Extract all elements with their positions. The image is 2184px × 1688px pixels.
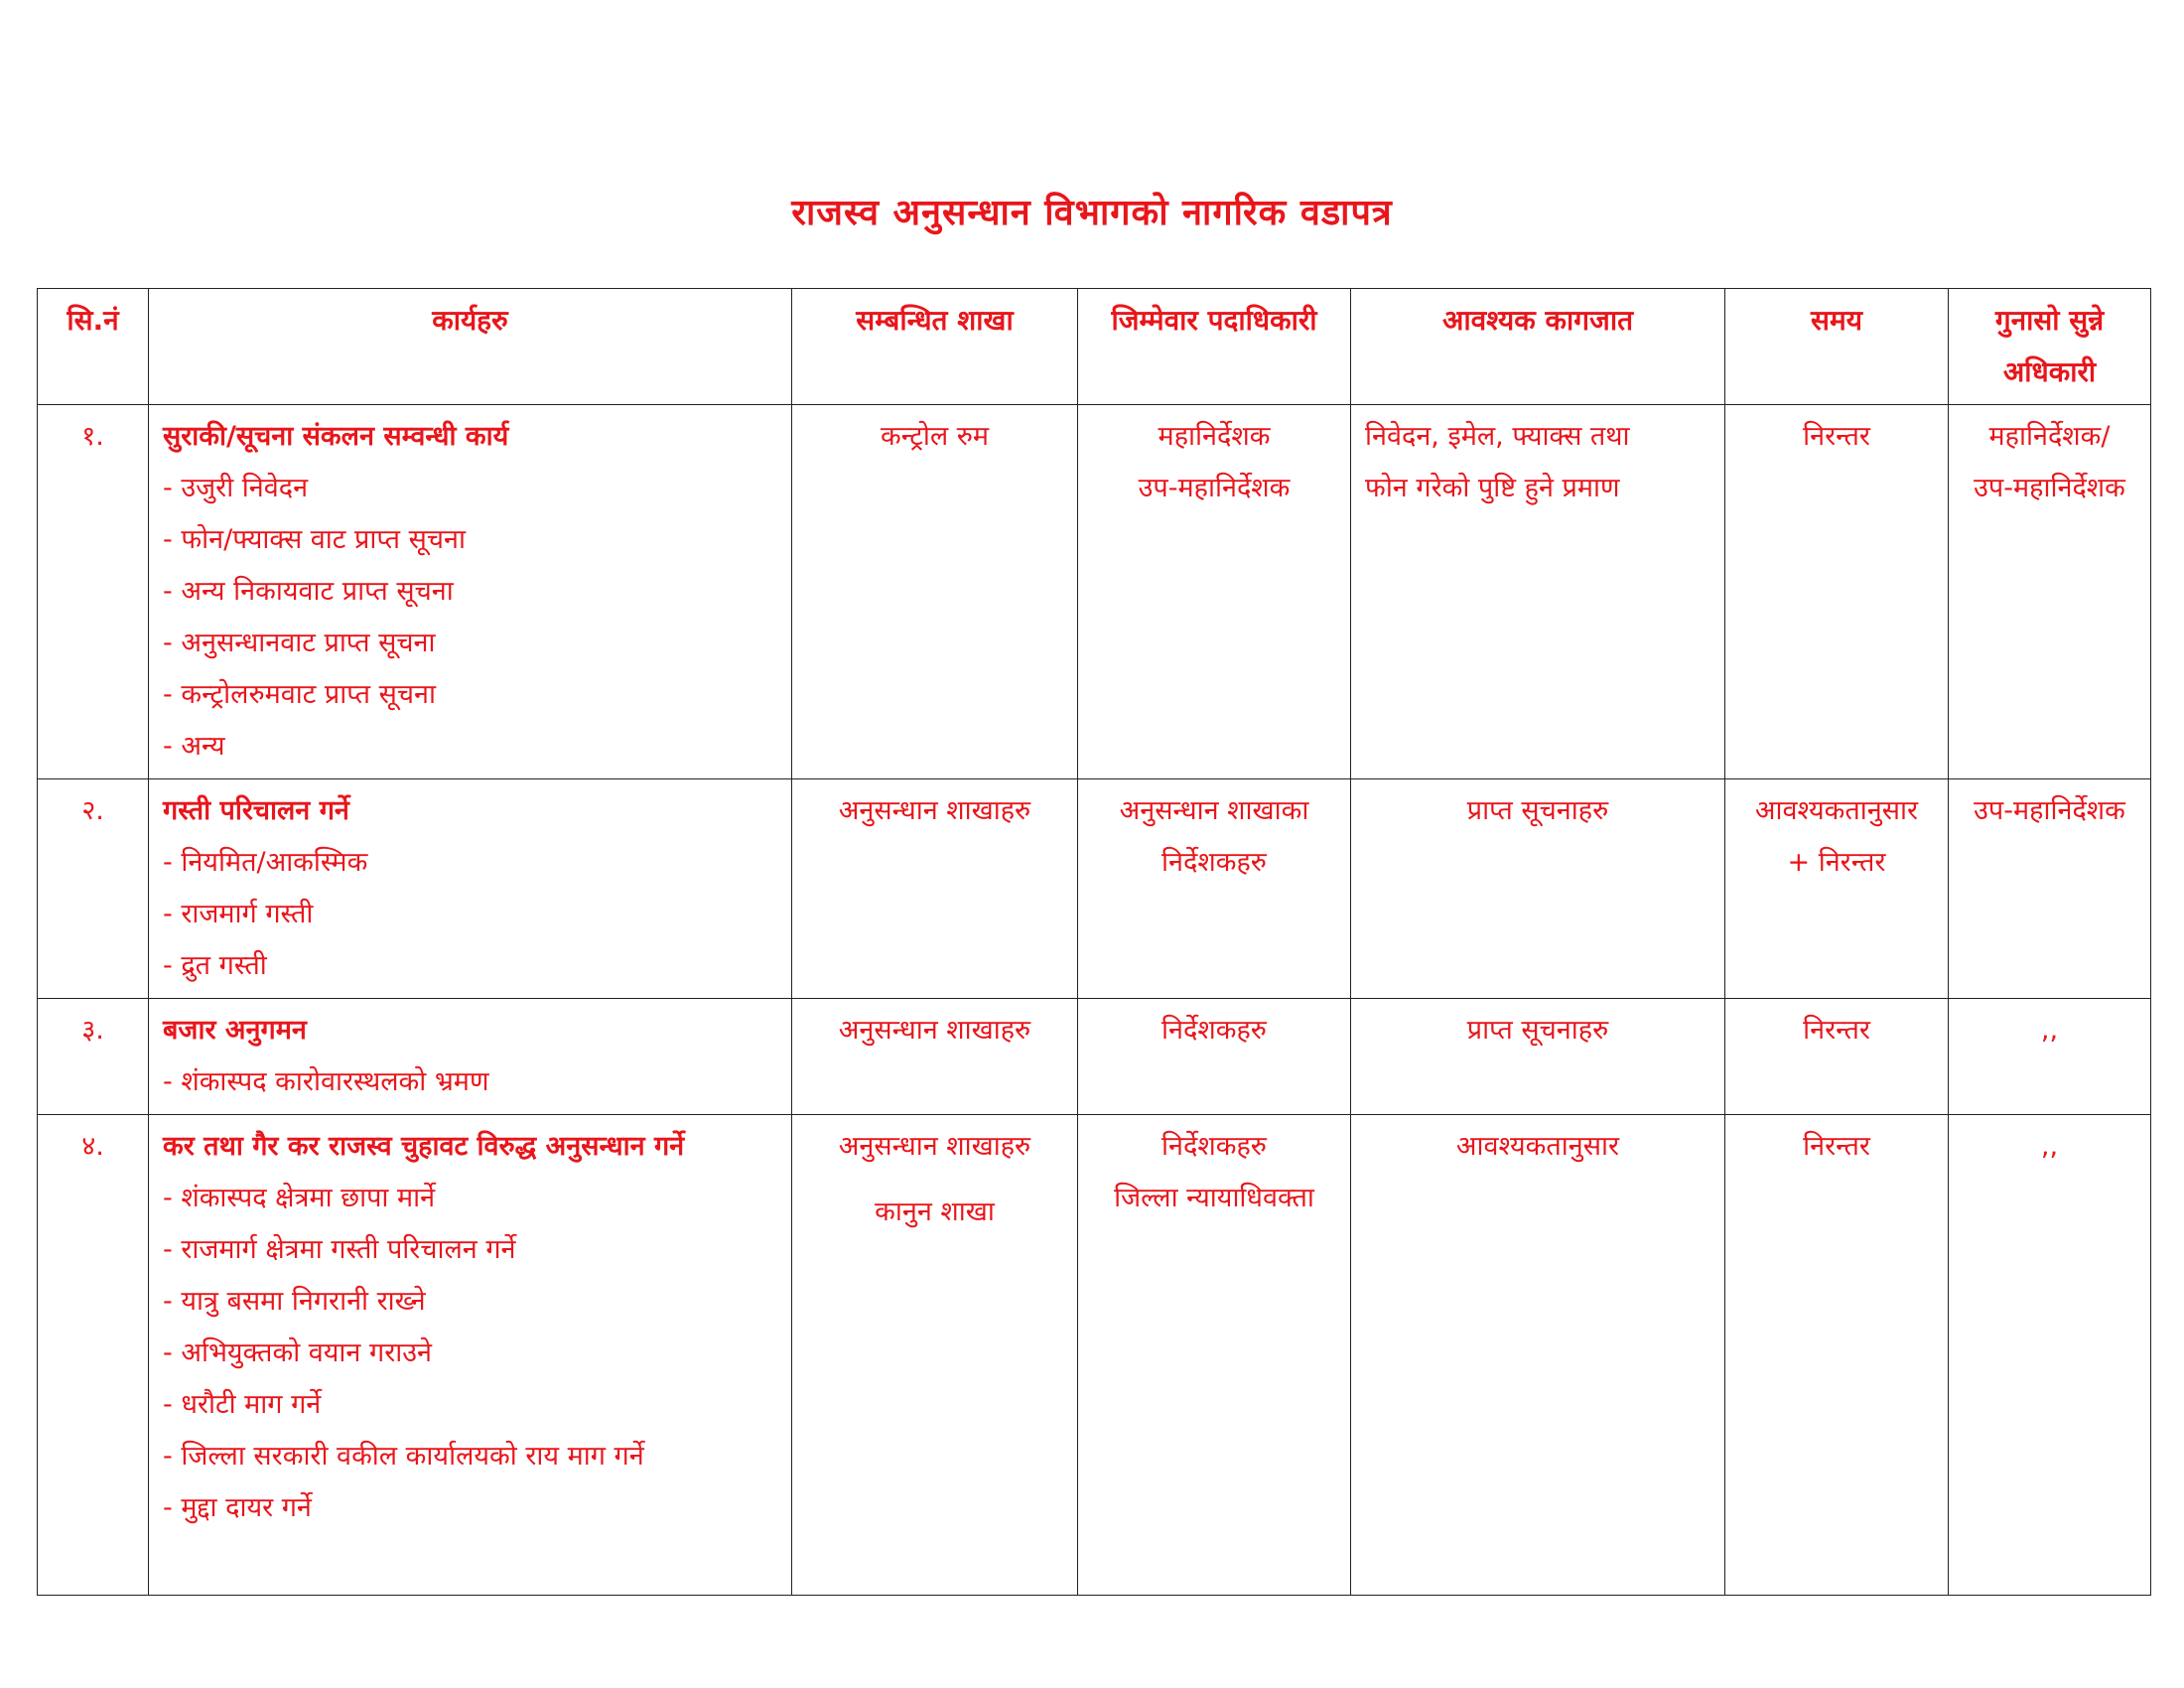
column-header-sn: सि.नं: [38, 289, 149, 405]
task-item-text: उजुरी निवेदन: [181, 473, 309, 503]
grievance-cell: [1949, 405, 2151, 779]
list-item: [163, 1173, 777, 1224]
officer-cell: [1078, 1115, 1351, 1596]
branch-cell: [792, 1115, 1078, 1596]
table-row: [38, 1115, 2151, 1596]
branch-line: कानुन शाखा: [875, 1196, 995, 1227]
branch-cell: [792, 999, 1078, 1115]
documents-cell: [1351, 405, 1725, 779]
table-row: [38, 405, 2151, 779]
column-header-officer: जिम्मेवार पदाधिकारी: [1078, 289, 1351, 405]
list-item: [163, 618, 777, 669]
task-item-text: अभियुक्तको वयान गराउने: [181, 1337, 433, 1368]
documents-line: निवेदन, इमेल, फ्याक्स तथा: [1365, 421, 1630, 452]
documents-line: प्राप्त सूचनाहरु: [1466, 1015, 1609, 1046]
table-row: [38, 779, 2151, 999]
task-items-list: [163, 463, 777, 773]
branch-line: अनुसन्धान शाखाहरु: [838, 795, 1031, 826]
column-header-tasks: कार्यहरु: [149, 289, 792, 405]
time-cell: [1725, 779, 1949, 999]
task-item-text: जिल्ला सरकारी वकील कार्यालयको राय माग गर्ने: [181, 1441, 644, 1472]
list-item: [163, 889, 777, 940]
officer-line: उप-महानिर्देशक: [1138, 473, 1291, 503]
task-item-text: यात्रु बसमा निगरानी राख्ने: [181, 1286, 426, 1317]
task-title: कर तथा गैर कर राजस्व चुहावट विरुद्ध अनुसन्धान गर्ने: [163, 1131, 685, 1162]
task-items-list: [163, 837, 777, 992]
documents-line: आवश्यकतानुसार: [1455, 1131, 1620, 1162]
serial-number-cell: २.: [38, 779, 149, 999]
time-line: आवश्यकतानुसार: [1754, 795, 1919, 826]
grievance-line: उप-महानिर्देशक: [1974, 473, 2125, 503]
officer-line: निर्देशकहरु: [1161, 1015, 1267, 1046]
list-item: [163, 566, 777, 618]
task-cell: [149, 1115, 792, 1596]
task-item-text: नियमित/आकस्मिक: [181, 847, 368, 878]
task-item-text: राजमार्ग क्षेत्रमा गस्ती परिचालन गर्ने: [181, 1234, 516, 1265]
branch-line: अनुसन्धान शाखाहरु: [838, 1015, 1031, 1046]
task-item-text: राजमार्ग गस्ती: [181, 899, 314, 929]
branch-cell: [792, 779, 1078, 999]
column-header-documents: आवश्यक कागजात: [1351, 289, 1725, 405]
task-cell: [149, 779, 792, 999]
grievance-cell: [1949, 1115, 2151, 1596]
officer-cell: [1078, 999, 1351, 1115]
list-item: [163, 721, 777, 773]
citizen-charter-table: [37, 288, 2151, 1596]
task-title: बजार अनुगमन: [163, 1015, 307, 1046]
officer-cell: [1078, 405, 1351, 779]
column-header-time: समय: [1725, 289, 1949, 405]
branch-line: कन्ट्रोल रुम: [881, 421, 989, 452]
task-item-text: शंकास्पद कारोवारस्थलको भ्रमण: [181, 1066, 489, 1097]
task-items-list: [163, 1173, 777, 1534]
list-item: [163, 940, 777, 992]
task-title: गस्ती परिचालन गर्ने: [163, 795, 349, 826]
documents-cell: [1351, 779, 1725, 999]
grievance-line: महानिर्देशक/: [1988, 421, 2111, 452]
task-item-text: कन्ट्रोलरुमवाट प्राप्त सूचना: [181, 679, 436, 710]
list-item: [163, 669, 777, 721]
task-item-text: द्रुत गस्ती: [181, 950, 267, 981]
task-title: सुराकी/सूचना संकलन सम्वन्धी कार्य: [163, 421, 509, 452]
officer-line: अनुसन्धान शाखाका: [1119, 795, 1309, 826]
documents-cell: [1351, 1115, 1725, 1596]
time-cell: [1725, 1115, 1949, 1596]
list-item: [163, 837, 777, 889]
task-item-text: धरौटी माग गर्ने: [181, 1389, 322, 1420]
officer-line: महानिर्देशक: [1158, 421, 1271, 452]
list-item: [163, 1328, 777, 1379]
task-item-text: फोन/फ्याक्स वाट प्राप्त सूचना: [181, 524, 467, 555]
list-item: [163, 1431, 777, 1482]
grievance-cell: [1949, 779, 2151, 999]
list-item: [163, 1276, 777, 1328]
officer-line: निर्देशकहरु: [1161, 847, 1267, 878]
list-item: [163, 1482, 777, 1534]
officer-line: जिल्ला न्यायाधिवक्ता: [1114, 1183, 1314, 1213]
serial-number-cell: १.: [38, 405, 149, 779]
list-item: [163, 1379, 777, 1431]
documents-line: फोन गरेको पुष्टि हुने प्रमाण: [1365, 473, 1620, 503]
page-title: राजस्व अनुसन्धान विभागको नागरिक वडापत्र: [791, 193, 1393, 233]
list-item: [163, 1056, 777, 1108]
column-header-branch: सम्बन्धित शाखा: [792, 289, 1078, 405]
list-item: [163, 1224, 777, 1276]
time-cell: [1725, 999, 1949, 1115]
time-line: निरन्तर: [1803, 1015, 1870, 1046]
documents-cell: [1351, 999, 1725, 1115]
task-items-list: [163, 1056, 777, 1108]
column-header-grievance: गुनासो सुन्ने अधिकारी: [1949, 289, 2151, 405]
table-row: [38, 999, 2151, 1115]
task-item-text: अन्य: [181, 731, 225, 762]
task-item-text: शंकास्पद क्षेत्रमा छापा मार्ने: [181, 1183, 436, 1213]
grievance-cell: [1949, 999, 2151, 1115]
serial-number-cell: ३.: [38, 999, 149, 1115]
list-item: [163, 514, 777, 566]
branch-line: अनुसन्धान शाखाहरु: [838, 1131, 1031, 1162]
task-item-text: अन्य निकायवाट प्राप्त सूचना: [181, 576, 454, 607]
list-item: [163, 463, 777, 514]
grievance-line: ,,: [2040, 1015, 2059, 1046]
time-line: निरन्तर: [1803, 1131, 1870, 1162]
table-header-row: [38, 289, 2151, 405]
task-item-text: अनुसन्धानवाट प्राप्त सूचना: [181, 628, 436, 658]
documents-line: प्राप्त सूचनाहरु: [1466, 795, 1609, 826]
grievance-line: ,,: [2040, 1131, 2059, 1162]
time-line: + निरन्तर: [1787, 847, 1886, 878]
time-cell: [1725, 405, 1949, 779]
task-cell: [149, 999, 792, 1115]
grievance-line: उप-महानिर्देशक: [1974, 795, 2125, 826]
serial-number-cell: ४.: [38, 1115, 149, 1596]
task-item-text: मुद्दा दायर गर्ने: [181, 1492, 312, 1523]
officer-cell: [1078, 779, 1351, 999]
officer-line: निर्देशकहरु: [1161, 1131, 1267, 1162]
task-cell: [149, 405, 792, 779]
branch-cell: [792, 405, 1078, 779]
time-line: निरन्तर: [1803, 421, 1870, 452]
